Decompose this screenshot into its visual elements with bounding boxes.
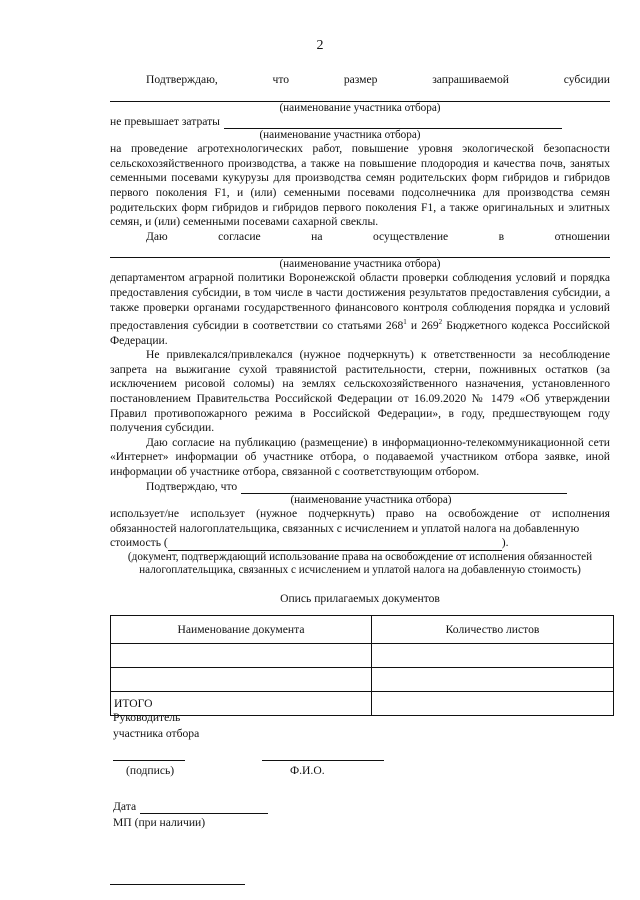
table-cell[interactable] (372, 668, 614, 692)
word: в (498, 229, 505, 243)
table-row (111, 644, 614, 668)
header-sheet-count: Количество листов (372, 616, 614, 644)
name-caption: Ф.И.О. (290, 764, 325, 777)
date-line[interactable] (140, 813, 268, 814)
word: субсидии (563, 73, 610, 86)
caption-participant-3: (наименование участника отбора) (279, 258, 441, 271)
signature-line[interactable] (113, 760, 185, 761)
caption-participant-4: (наименование участника отбора) (290, 494, 452, 507)
table-row (111, 668, 614, 692)
not-exceed-label: не превышает затраты (110, 114, 220, 128)
table-cell[interactable] (111, 668, 372, 692)
word: запрашиваемой (432, 73, 510, 86)
paragraph-costs: на проведение агротехнологических работ, повышение уровня экологической безопасности сельскохозяйственного производства, а также на повышение плодородия и качества почв, занятых семенными посевами кукурузы для производства семян родительских форм гибридов и гибридов первого поколения F1, и (или) семенными посевами подсолнечника для производства семян родительских форм гибридов и гибридов первого поколения F1, а также оригинальных и элитных семян, и (или) семенными посевами сахарной свеклы. (110, 142, 610, 229)
date-label: Дата (113, 800, 137, 813)
seal-label: МП (при наличии) (113, 816, 206, 829)
word: что (272, 73, 290, 86)
table-cell[interactable] (372, 644, 614, 668)
superscript: 1 (403, 318, 407, 327)
and-text: и 269 (406, 318, 439, 332)
confirm-that-row (110, 480, 610, 495)
table-cell[interactable] (372, 692, 614, 716)
cost-open: стоимость ( (110, 536, 168, 550)
word: на (311, 229, 323, 243)
table-header-row (111, 616, 614, 644)
page-number: 2 (316, 38, 324, 53)
document-body (110, 73, 610, 716)
paragraph-publication: Даю согласие на публикацию (размещение) в информационно-телекоммуникационной сети «Интернет» информации об участнике отбора, о подаваемой участником отбора заявке, иной информации об участнике отбора, связанной с соответствующим отбором. (110, 435, 610, 478)
fill-line-document[interactable] (168, 538, 502, 551)
cost-row (110, 536, 610, 551)
caption-participant-1: (наименование участника отбора) (279, 101, 441, 114)
footer-divider (110, 884, 245, 885)
word: осуществление (372, 229, 449, 243)
checks-text: департаментом аграрной политики Воронежской области проверки соблюдения условий и порядка предоставления субсидии, в том числе в части достижения результатов предоставления субсидии, а также проверки органами государственного финансового контроля соблюдения порядка и условий предоставления субсидии в соответствии со статьями 268 (110, 271, 610, 332)
not-exceed-row (110, 115, 610, 130)
checks-text-end: Бюджетного кодекса Российской Федерации. (110, 318, 610, 347)
total-label: ИТОГО (111, 692, 372, 716)
header-document-name: Наименование документа (111, 616, 372, 644)
cost-close: ). (501, 536, 509, 550)
word: отношении (554, 229, 610, 243)
paragraph-liability: Не привлекался/привлекался (нужное подчеркнуть) к ответственности за несоблюдение запрета на выжигание сухой травянистой растительности, стерни, пожнивных остатков (за исключением рисовой соломы) на землях сельскохозяйственного назначения, установленного постановлением Правительства Российской Федерации от 16.09.2020 № 1479 «Об утверждении Правил противопожарного режима в Российской Федерации», в году, предшествующем году получения субсидии. (110, 348, 610, 435)
paragraph-checks (110, 271, 610, 348)
head-title-line1: Руководитель (113, 711, 181, 724)
caption-participant-2: (наименование участника отбора) (259, 129, 421, 142)
confirm-that-label: Подтверждаю, что (146, 479, 238, 493)
table-cell[interactable] (111, 644, 372, 668)
paragraph-vat: использует/не использует (нужное подчеркнуть) право на освобождение от исполнения обязанностей налогоплательщика, связанных с исчислением и уплатой налога на добавленную (110, 507, 610, 535)
fill-line-participant-3[interactable] (110, 244, 610, 258)
head-title-line2: участника отбора (113, 727, 200, 740)
word: согласие (218, 229, 261, 243)
inventory-table (110, 615, 614, 716)
fill-line-participant-4[interactable] (241, 481, 567, 494)
full-name-line[interactable] (262, 760, 384, 761)
signature-block (113, 710, 199, 742)
word: Подтверждаю, (146, 73, 218, 86)
fill-line-participant-1[interactable] (110, 88, 610, 102)
confirm-intro-line (110, 73, 610, 88)
caption-document: (документ, подтверждающий использование права на освобождение от исполнения обязанностей налогоплательщика, связанных с исчислением и уплатой налога на добавленную стоимость) (127, 550, 593, 576)
inventory-title: Опись прилагаемых документов (280, 591, 440, 605)
word: размер (343, 73, 378, 86)
fill-line-costs[interactable] (224, 116, 562, 129)
superscript: 2 (438, 318, 443, 327)
word: Даю (146, 229, 168, 243)
consent-line (110, 230, 610, 245)
sign-caption: (подпись) (126, 764, 175, 777)
